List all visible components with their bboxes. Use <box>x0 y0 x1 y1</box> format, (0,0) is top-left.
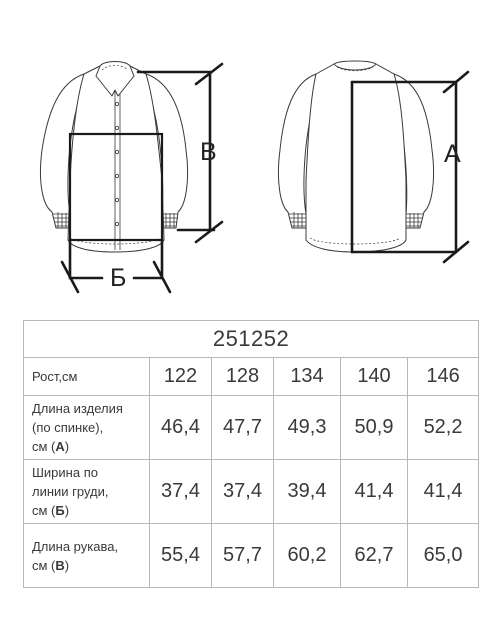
table-cell: 55,4 <box>150 524 212 588</box>
table-row <box>24 396 479 460</box>
shirt-back <box>278 61 433 252</box>
size-header: 134 <box>274 358 341 396</box>
table-cell: 52,2 <box>408 396 479 460</box>
table-cell: 47,7 <box>212 396 274 460</box>
front-body <box>68 66 164 252</box>
row-label-length: Длина изделия (по спинке), см (А) <box>24 396 150 460</box>
garment-diagram <box>0 0 500 300</box>
table-cell: 50,9 <box>341 396 408 460</box>
size-header: 122 <box>150 358 212 396</box>
table-cell: 57,7 <box>212 524 274 588</box>
table-cell: 60,2 <box>274 524 341 588</box>
table-row <box>24 524 479 588</box>
size-header: 128 <box>212 358 274 396</box>
table-cell: 62,7 <box>341 524 408 588</box>
label-a: А <box>444 140 461 168</box>
table-cell: 39,4 <box>274 460 341 524</box>
table-cell: 41,4 <box>408 460 479 524</box>
table-header-row <box>24 358 479 396</box>
table-cell: 37,4 <box>150 460 212 524</box>
table-cell: 37,4 <box>212 460 274 524</box>
table-cell: 41,4 <box>341 460 408 524</box>
row-label-chest: Ширина по линии груди, см (Б) <box>24 460 150 524</box>
table-cell: 46,4 <box>150 396 212 460</box>
size-header: 146 <box>408 358 479 396</box>
article-number: 251252 <box>24 321 479 358</box>
row-label-sleeve: Длина рукава, см (В) <box>24 524 150 588</box>
back-body <box>306 64 406 252</box>
label-b: Б <box>110 264 127 292</box>
table-cell: 65,0 <box>408 524 479 588</box>
size-table <box>23 320 479 588</box>
table-cell: 49,3 <box>274 396 341 460</box>
shirt-front <box>40 62 187 253</box>
size-header: 140 <box>341 358 408 396</box>
height-label: Рост,см <box>24 358 150 396</box>
label-v: В <box>200 138 217 166</box>
table-row <box>24 460 479 524</box>
